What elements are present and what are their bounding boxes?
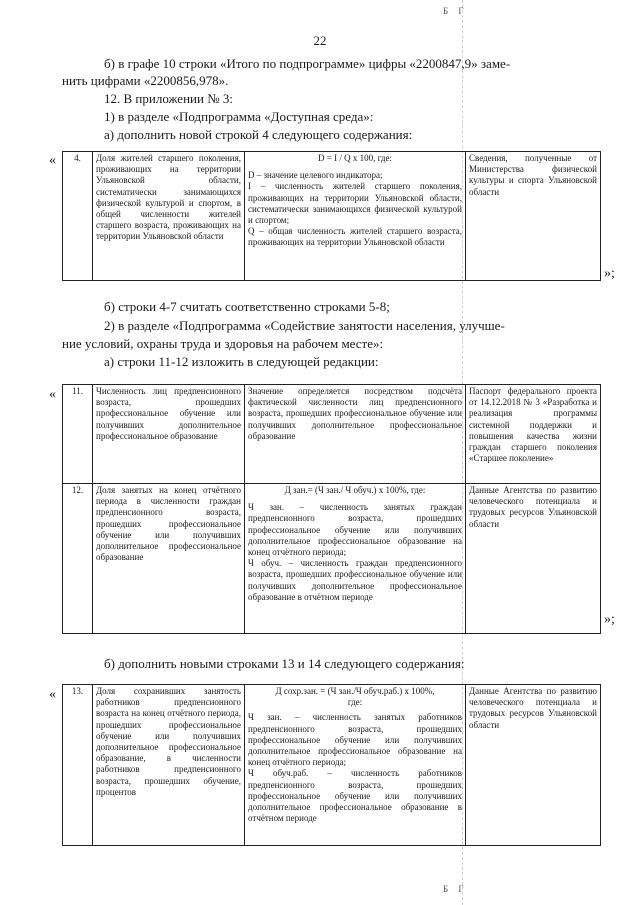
- formula-desc: Ч обуч. – численность граждан предпенсионного возраста, прошедших профессиональное обучение или получивших дополнительное профессиональное образование в отчётном периоде: [248, 558, 462, 602]
- paragraph-line: 1) в разделе «Подпрограмма «Доступная среда»:: [104, 109, 374, 124]
- row-number: 11.: [63, 385, 93, 484]
- data-source: Данные Агентства по развитию человеческого потенциала и трудовых ресурсов Ульяновской области: [466, 685, 601, 846]
- formula: Д сохр.зан. = (Ч зан./Ч обуч.раб.) x 100%,: [275, 686, 435, 696]
- indicator-table-2: [62, 384, 601, 634]
- close-quote: »;: [604, 612, 615, 627]
- paragraph-line: б) дополнить новыми строками 13 и 14 следующего содержания:: [104, 656, 465, 671]
- paragraph-line: 2) в разделе «Подпрограмма «Содействие занятости населения, улучше-: [104, 318, 505, 333]
- paragraph-line: нить цифрами «2200856,978».: [62, 73, 229, 88]
- paragraph-line: ние условий, охраны труда и здоровья на рабочем месте»:: [62, 336, 384, 351]
- data-source: Сведения, полученные от Министерства физической культуры и спорта Ульяновской области: [466, 152, 601, 281]
- formula-desc: I – численность жителей старшего поколения, проживающих на территории Ульяновской области, систематически занимающихся физической культурой и спортом;: [248, 181, 462, 226]
- formula-desc: Q – общая численность жителей старшего возраста, проживающих на территории Ульяновской области: [248, 226, 462, 248]
- formula-desc: Ч зан. – численность занятых работников предпенсионного возраста, прошедших профессиональное обучение или получивших дополнительное профессиональное образование на конец отчётного периода;: [248, 712, 462, 768]
- calculation-method: Значение определяется посредством подсчёта фактической численности лиц предпенсионного возраста, прошедших профессиональное обучение или получивших дополнительное профессиональное образование: [245, 385, 466, 484]
- row-number: 13.: [63, 685, 93, 846]
- page-number: 22: [313, 33, 327, 48]
- corner-mark-top: Б Г: [443, 6, 468, 16]
- open-quote: «: [49, 387, 56, 402]
- calculation-method: [245, 685, 466, 846]
- formula: где:: [347, 697, 363, 708]
- formula-desc: D – значение целевого индикатора;: [248, 170, 383, 181]
- paragraph-line: 12. В приложении № 3:: [104, 91, 233, 106]
- formula: Д зан.= (Ч зан./ Ч обуч.) x 100%, где:: [284, 485, 426, 495]
- table-row: [63, 484, 601, 634]
- indicator-name: Доля занятых на конец отчётного периода в численности граждан предпенсионного возраста, прошедших профессиональное обучение или получивших дополнительное профессиональное образование: [93, 484, 245, 634]
- formula-desc: Ч обуч.раб. – численность работников предпенсионного возраста, прошедших профессиональное обучение или получивших дополнительное профессиональное образование в отчётном периоде: [248, 768, 462, 824]
- formula-desc: Ч зан. – численность занятых граждан предпенсионного возраста, прошедших профессиональное обучение или получивших дополнительное профессиональное образование на конец отчётного периода;: [248, 502, 462, 558]
- calculation-method: [245, 152, 466, 281]
- calculation-method: [245, 484, 466, 634]
- close-quote: »;: [604, 266, 615, 281]
- indicator-table-3: [62, 684, 601, 846]
- indicator-name: Численность лиц предпенсионного возраста, прошедших профессиональное обучение или получивших дополнительное профессиональное образование: [93, 385, 245, 484]
- data-source: Данные Агентства по развитию человеческого потенциала и трудовых ресурсов Ульяновской области: [466, 484, 601, 634]
- table-row: [63, 152, 601, 281]
- formula: D = I / Q x 100, где:: [318, 153, 392, 163]
- paragraph-line: а) строки 11-12 изложить в следующей редакции:: [104, 354, 379, 369]
- indicator-name: Доля жителей старшего поколения, проживающих на территории Ульяновской области, систематически занимающихся физической культурой и спортом, в общей численности жителей старшего возраста, проживающих на территории Ульяновской области: [93, 152, 245, 281]
- open-quote: «: [49, 687, 56, 702]
- row-number: 12.: [63, 484, 93, 634]
- row-number: 4.: [63, 152, 93, 281]
- table-row: [63, 685, 601, 846]
- table-row: [63, 385, 601, 484]
- paragraph-line: а) дополнить новой строкой 4 следующего содержания:: [104, 127, 413, 142]
- open-quote: «: [49, 153, 56, 168]
- indicator-name: Доля сохранивших занятость работников предпенсионного возраста на конец отчётного периода, прошедших профессиональное обучение или получивших дополнительное профессиональное образование, в численности работников предпенсионного возраста, прошедших обучение, процентов: [93, 685, 245, 846]
- data-source: Паспорт федерального проекта от 14.12.2018 № 3 «Разработка и реализация программы системной поддержки и повышения качества жизни граждан старшего поколения «Старшее поколение»: [466, 385, 601, 484]
- corner-mark-bottom: Б Г: [443, 884, 468, 894]
- paragraph-line: б) в графе 10 строки «Итого по подпрограмме» цифры «2200847,9» заме-: [104, 56, 511, 71]
- paragraph-line: б) строки 4-7 считать соответственно строками 5-8;: [104, 299, 390, 314]
- indicator-table-1: [62, 151, 601, 281]
